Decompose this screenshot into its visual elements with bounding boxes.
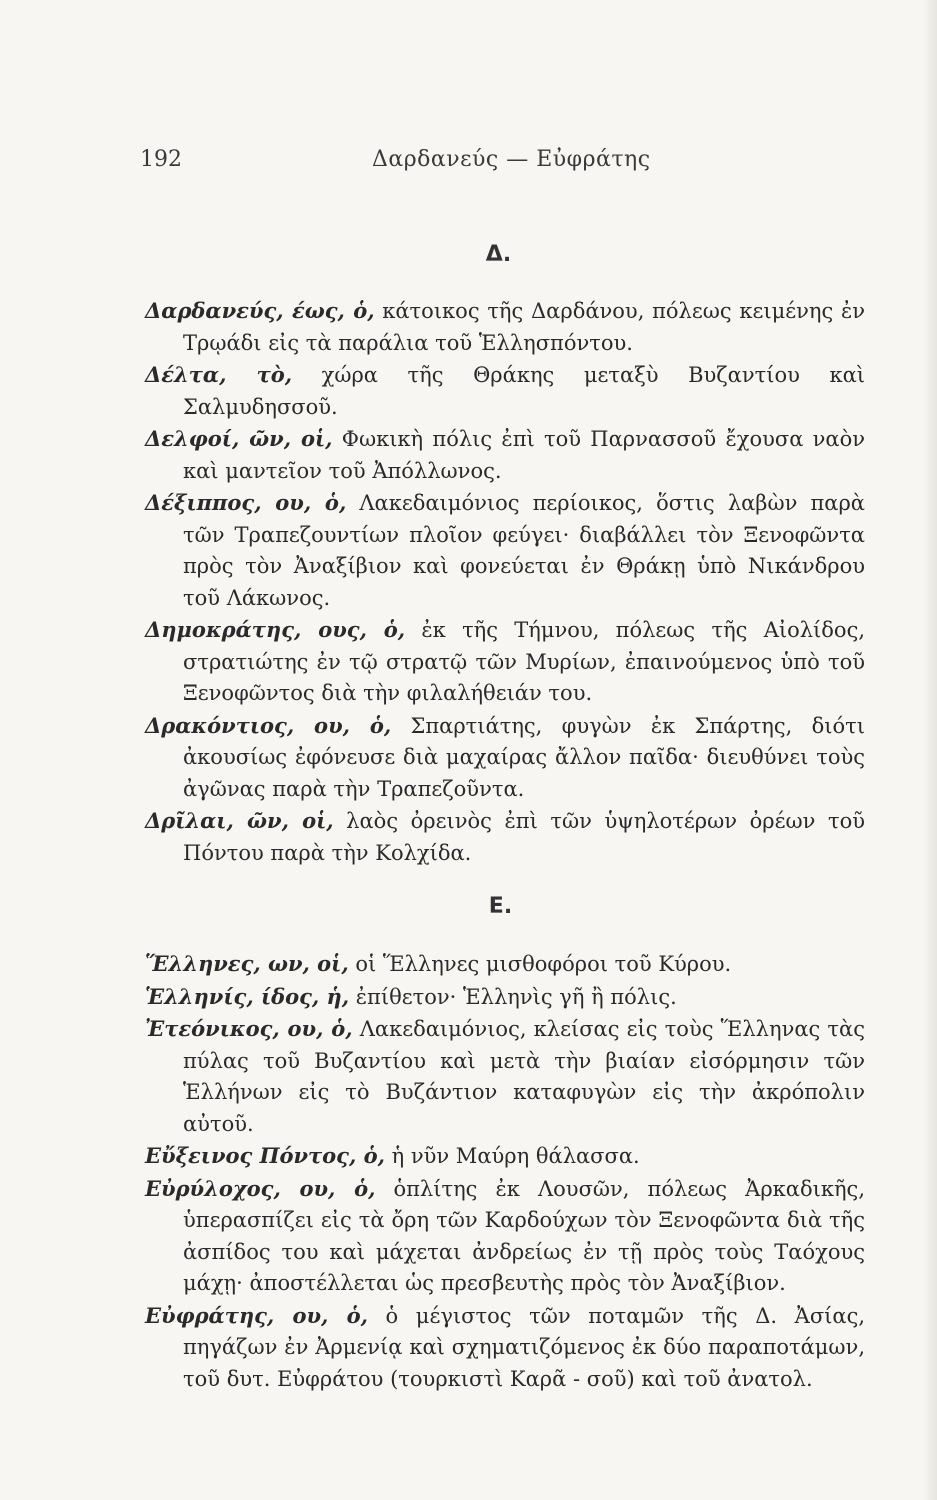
entry-lemma: Ἐτεόνικος, ου, ὁ, <box>145 1016 353 1041</box>
entry-lemma: Ἕλληνες, ων, οἱ, <box>145 951 349 976</box>
entry-hellenes <box>145 948 865 981</box>
section-letter-epsilon: Ε. <box>488 894 513 919</box>
entry-delphoi <box>145 423 865 487</box>
entry-text: ὁ μέγιστος τῶν ποταμῶν τῆς Δ. Ἀσίας, πηγάζων ἐν Ἀρμενίᾳ καὶ σχηματιζόμενος ἐκ δύο παραποτάμων, τοῦ δυτ. Εὐφράτου (τουρκιστὶ Καρᾶ - σοῦ) καὶ τοῦ ἀνατολ. <box>183 1303 866 1391</box>
entry-lemma: Δημοκράτης, ους, ὁ, <box>145 617 406 642</box>
entry-text: λαὸς ὀρεινὸς ἐπὶ τῶν ὑψηλοτέρων ὀρέων τοῦ Πόντου παρὰ τὴν Κολχίδα. <box>183 809 865 865</box>
entry-lemma: Εὐρύλοχος, ου, ὁ, <box>145 1175 376 1201</box>
entry-lemma: Δρακόντιος, ου, ὁ, <box>145 712 392 738</box>
entry-euxeinos-pontos <box>145 1140 865 1173</box>
entry-drilai <box>145 805 865 869</box>
entry-text: κάτοικος τῆς Δαρδάνου, πόλεως κειμένης ἐν Τρῳάδι εἰς τὰ παράλια τοῦ Ἑλλησπόντου. <box>183 299 866 355</box>
entry-lemma: Δρῖλαι, ῶν, οἱ, <box>145 808 334 833</box>
page-edge <box>923 0 937 1500</box>
entry-dexippos <box>145 487 865 614</box>
entry-eteonikos <box>145 1013 865 1140</box>
entry-text: Σπαρτιάτης, φυγὼν ἐκ Σπάρτης, διότι ἀκουσίως ἐφόνευσε διὰ μαχαίρας ἄλλον παῖδα· διευθύνει τοὺς ἀγῶνας παρὰ τὴν Τραπεζοῦντα. <box>183 713 865 801</box>
entries-delta <box>145 295 865 869</box>
entry-text: ἡ νῦν Μαύρη θάλασσα. <box>384 1144 640 1168</box>
entry-lemma: Δελφοί, ῶν, οἱ, <box>145 426 333 451</box>
section-letter-delta: Δ. <box>485 242 512 267</box>
entry-lemma: Ἑλληνίς, ίδος, ἡ, <box>145 983 350 1009</box>
running-title: Δαρδανεύς — Εὐφράτης <box>372 147 651 172</box>
entry-dardaneus <box>145 295 865 359</box>
entry-lemma: Εὔξεινος Πόντος, ὁ, <box>145 1143 385 1168</box>
entry-text: οἱ Ἕλληνες μισθοφόροι τοῦ Κύρου. <box>348 952 732 976</box>
entry-text: ἐκ τῆς Τήμνου, πόλεως τῆς Αἰολίδος, στρατιώτης ἐν τῷ στρατῷ τῶν Μυρίων, ἐπαινούμενος ὑπὸ τοῦ Ξενοφῶντος διὰ τὴν φιλαλήθειάν του. <box>183 618 866 705</box>
entry-text: Φωκικὴ πόλις ἐπὶ τοῦ Παρνασσοῦ ἔχουσα ναὸν καὶ μαντεῖον τοῦ Ἀπόλλωνος. <box>183 427 866 483</box>
entry-text: Λακεδαιμόνιος περίοικος, ὅστις λαβὼν παρὰ τῶν Τραπεζουντίων πλοῖον φεύγει· διαβάλλει τὸν Ξενοφῶντα πρὸς τὸν Ἀναξίβιον καὶ φονεύεται ἐν Θράκῃ ὑπὸ Νικάνδρου τοῦ Λάκωνος. <box>183 491 865 610</box>
entry-euphrates <box>145 1300 865 1396</box>
entry-lemma: Εὐφράτης, ου, ὁ, <box>145 1302 368 1328</box>
entry-lemma: Δέλτα, τὸ, <box>145 362 293 387</box>
entry-lemma: Δαρδανεύς, έως, ὁ, <box>145 298 375 323</box>
entry-lemma: Δέξιππος, ου, ὁ, <box>145 490 347 515</box>
entry-drakontios <box>145 710 865 806</box>
entry-hellenis <box>145 981 865 1014</box>
entry-text: ἐπίθετον· Ἑλληνὶς γῆ ἢ πόλις. <box>349 984 677 1009</box>
entry-demokrates <box>145 614 865 710</box>
entry-text: Λακεδαιμόνιος, κλείσας εἰς τοὺς Ἕλληνας τὰς πύλας τοῦ Βυζαντίου καὶ μετὰ τὴν βιαίαν εἰσόρμησιν τῶν Ἑλλήνων εἰς τὸ Βυζάντιον καταφυγὼν εἰς τὴν ἀκρόπολιν αὐτοῦ. <box>183 1017 865 1136</box>
entries-epsilon <box>145 948 865 1395</box>
entry-text: χώρα τῆς Θράκης μεταξὺ Βυζαντίου καὶ Σαλμυδησσοῦ. <box>183 363 865 419</box>
entry-text: ὁπλίτης ἐκ Λουσῶν, πόλεως Ἀρκαδικῆς, ὑπερασπίζει εἰς τὰ ὄρη τῶν Καρδούχων τὸν Ξενοφῶντα διὰ τῆς ἀσπίδος του καὶ μάχεται ἀνδρείως ἐν τῇ πρὸς τοὺς Ταόχους μάχῃ· ἀποστέλλεται ὡς πρεσβευτὴς πρὸς τὸν Ἀναξίβιον. <box>183 1176 865 1295</box>
entry-eurylochos <box>145 1173 865 1300</box>
entry-delta <box>145 359 865 423</box>
page-number: 192 <box>140 147 182 172</box>
